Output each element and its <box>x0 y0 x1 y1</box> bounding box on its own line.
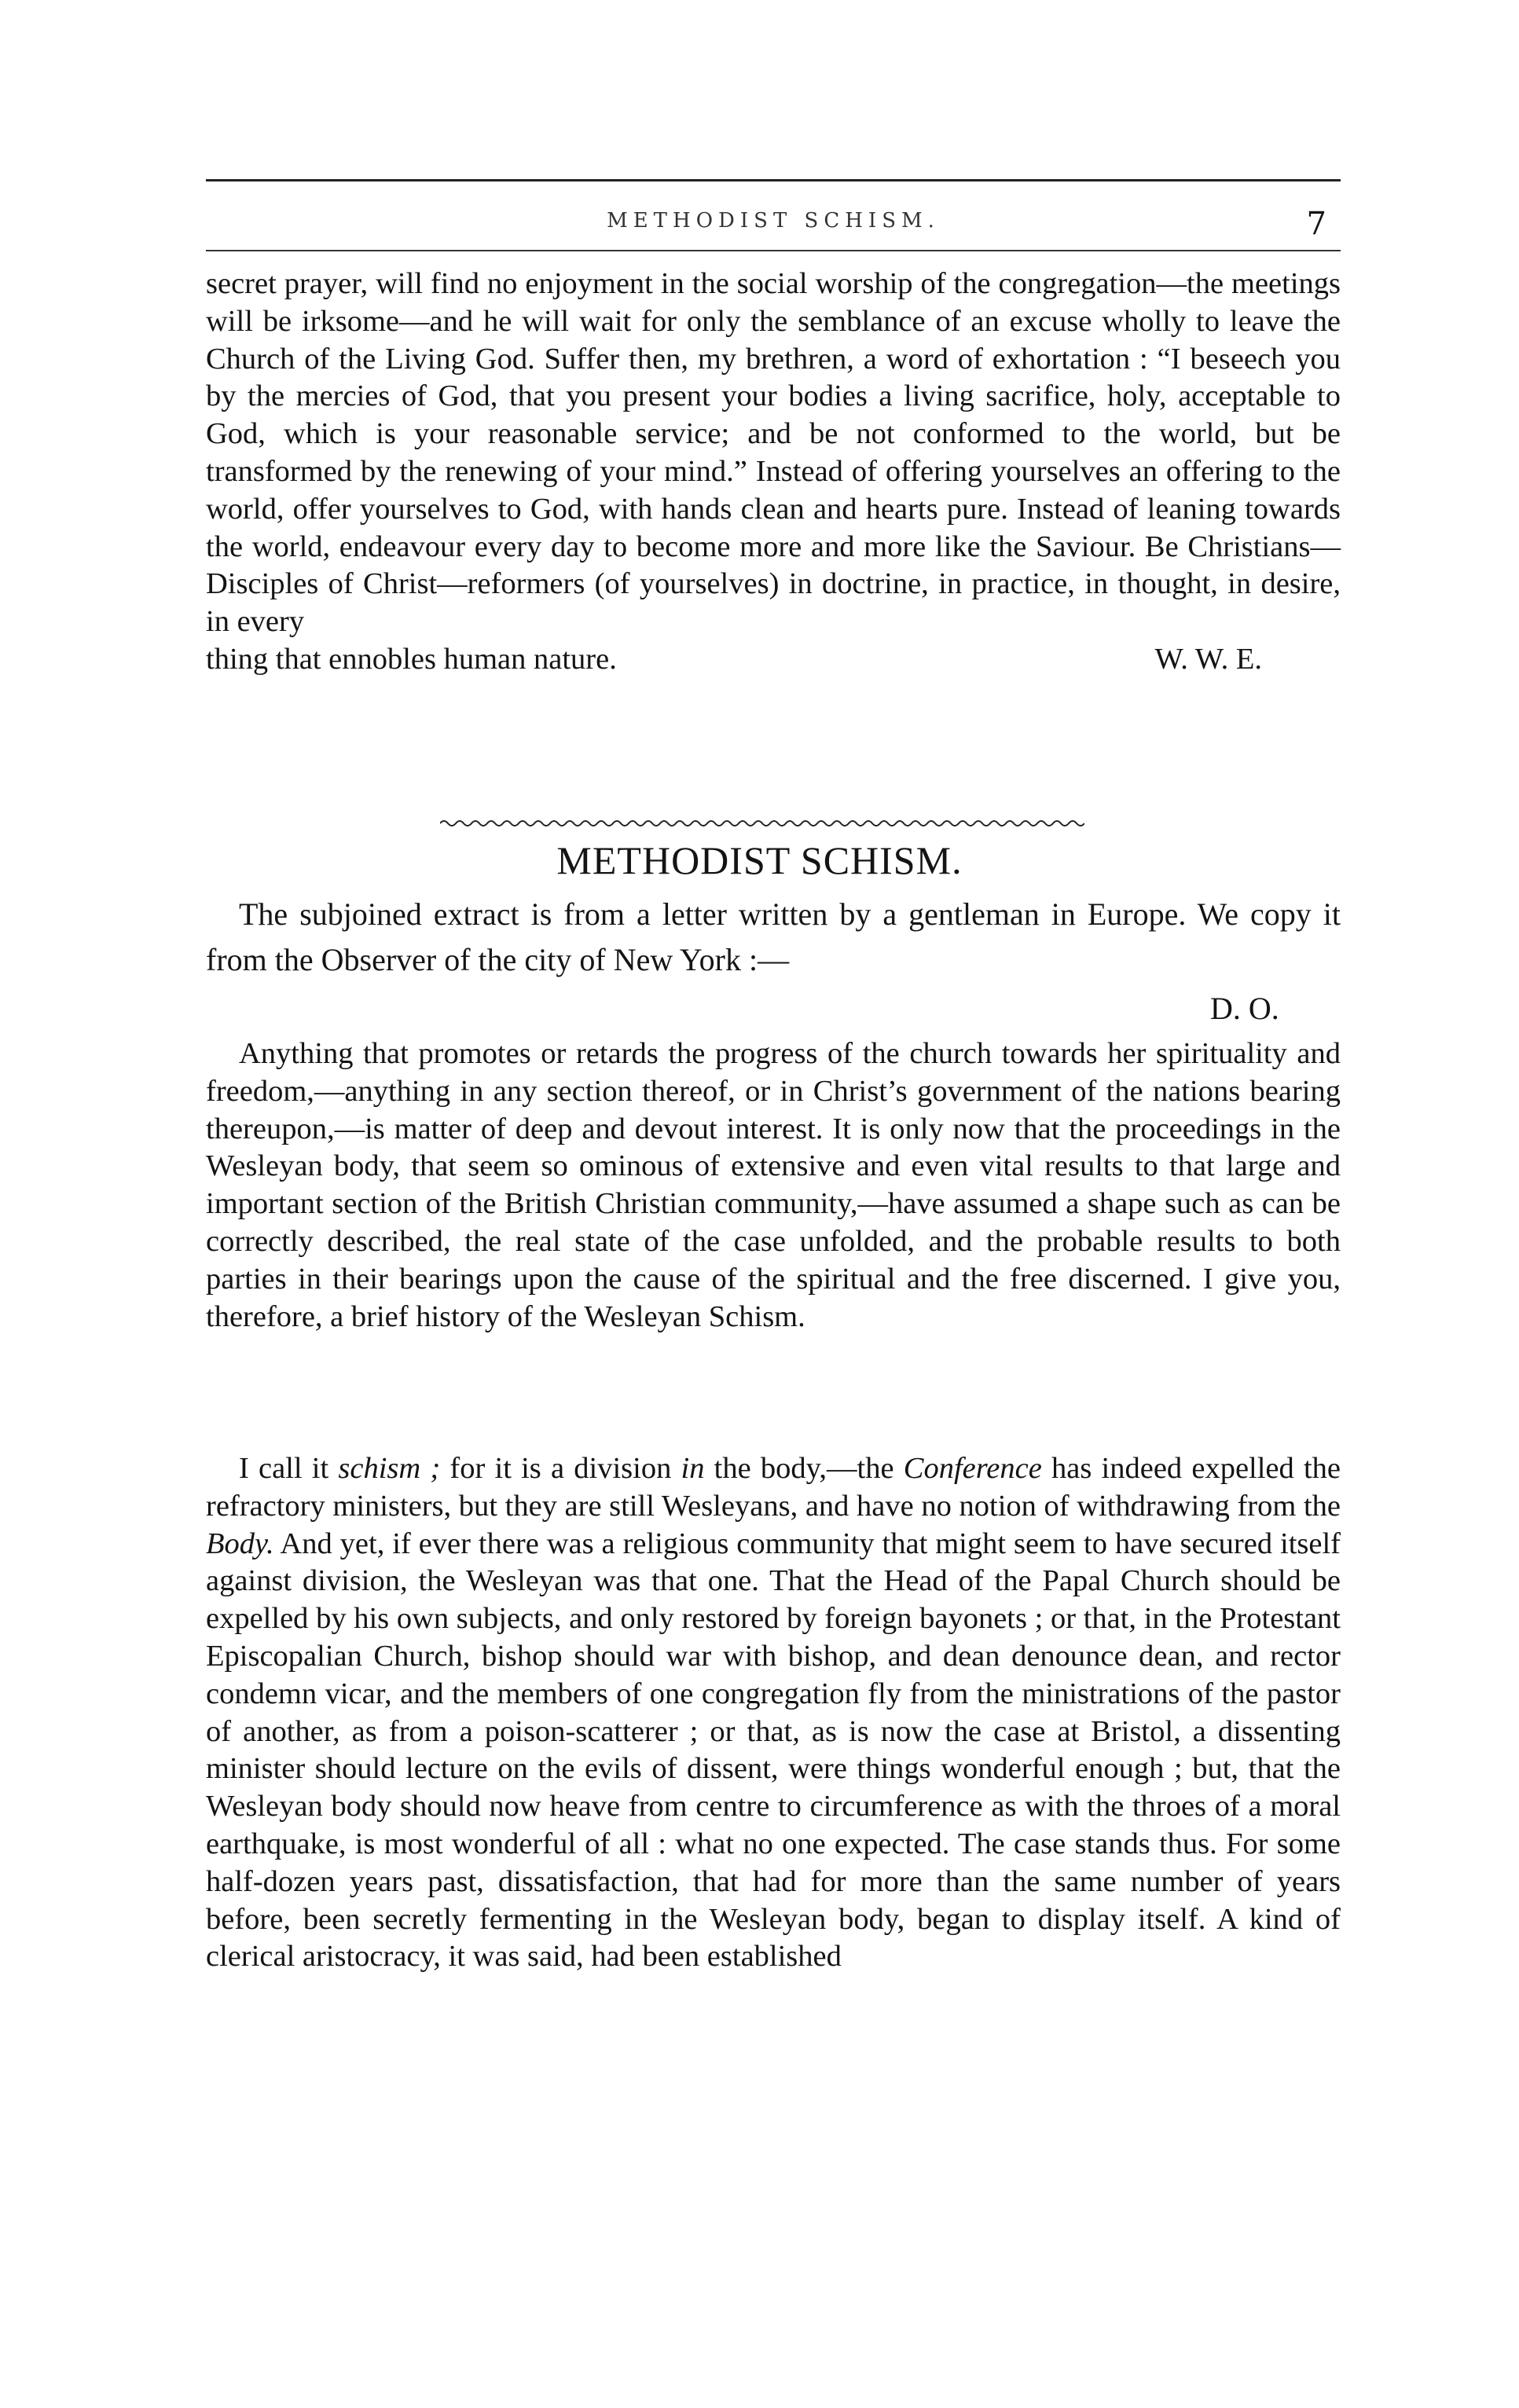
wavy-divider <box>440 817 1084 830</box>
p2-text-c: the body,—the <box>704 1452 904 1485</box>
article-title: METHODIST SCHISM. <box>556 838 963 882</box>
p2-text-b: for it is a division <box>440 1452 681 1485</box>
exhortation-section <box>206 266 1341 679</box>
article-body-2 <box>206 1450 1341 1976</box>
p2-body: Body. <box>206 1527 274 1560</box>
exhortation-last-line: thing that ennobles human nature. <box>206 642 617 676</box>
exhortation-paragraph: secret prayer, will find no enjoyment in the social worship of the congregation—the meetings will be irksome—and he will wait for only the semblance of an excuse wholly to leave the Church of the Living God. Suffer then, my brethren, a word of exhortation : “I beseech you by the mercies of God, that you present your bodies a living sacrifice, holy, acceptable to God, which is your reasonable service; and be not conformed to the world, but be transformed by the renewing of your mind.” Instead of offering yourselves an offering to the world, offer yourselves to God, with hands clean and hearts pure. Instead of leaning towards the world, endeavour every day to become more and more like the Saviour. Be Christians—Disciples of Christ—reformers (of yourselves) in doctrine, in practice, in thought, in desire, in every <box>206 267 1341 639</box>
intro-initials: D. O. <box>1210 991 1279 1026</box>
header-rule <box>206 250 1341 251</box>
p2-text-a: I call it <box>239 1452 339 1485</box>
page-number: 7 <box>1306 206 1326 242</box>
article-body-1 <box>206 1035 1341 1336</box>
article-intro <box>206 892 1341 983</box>
running-head: METHODIST SCHISM. <box>607 209 940 233</box>
signature: W. W. E. <box>1154 642 1262 676</box>
p2-text-e: And yet, if ever there was a religious community that might seem to have secured itself against division, the Wesleyan was that one. That the Head of the Papal Church should be expelled by his own subjects, and only restored by foreign bayonets ; or that, in the Protestant Episcopalian Church, bishop should war with bishop, and dean denounce dean, and rector condemn vicar, and the members of one congregation fly from the ministrations of the pastor of another, as from a poison-scatterer ; or that, as is now the case at Bristol, a dissenting minister should lecture on the evils of dissent, were things wonderful enough ; but, that the Wesleyan body should now heave from centre to circumference as with the throes of a moral earthquake, is most wonderful of all : what no one expected. The case stands thus. For some half-dozen years past, dissatisfaction, that had for more than the same number of years before, been secretly fermenting in the Wesleyan body, began to display itself. A kind of clerical aristocracy, it was said, had been established <box>206 1527 1341 1974</box>
p2-schism: schism ; <box>338 1452 441 1485</box>
top-rule <box>206 179 1341 181</box>
p2-in: in <box>681 1452 705 1485</box>
intro-paragraph: The subjoined extract is from a letter written by a gentleman in Europe. We copy it from the Observer of the city of New York :— <box>206 896 1341 977</box>
page-header <box>206 206 1341 253</box>
exhortation-closing-line <box>206 641 1341 679</box>
paragraph-1: Anything that promotes or retards the progress of the church towards her spirituality and freedom,—anything in any section thereof, or in Christ’s government of the nations bearing thereupon,—is matter of deep and devout interest. It is only now that the proceedings in the Wesleyan body, that seem so ominous of extensive and even vital results to that large and important section of the British Christian community,—have assumed a shape such as can be correctly described, the real state of the case unfolded, and the probable results to both parties in their bearings upon the cause of the spiritual and the free discerned. I give you, therefore, a brief history of the Wesleyan Schism. <box>206 1037 1341 1333</box>
paragraph-2 <box>206 1450 1341 1976</box>
p2-conference: Conference <box>903 1452 1042 1485</box>
p2-text-d: has indeed expelled the refractory ministers, but they are still Wesleyans, and have no notion of withdrawing from the <box>206 1452 1341 1523</box>
